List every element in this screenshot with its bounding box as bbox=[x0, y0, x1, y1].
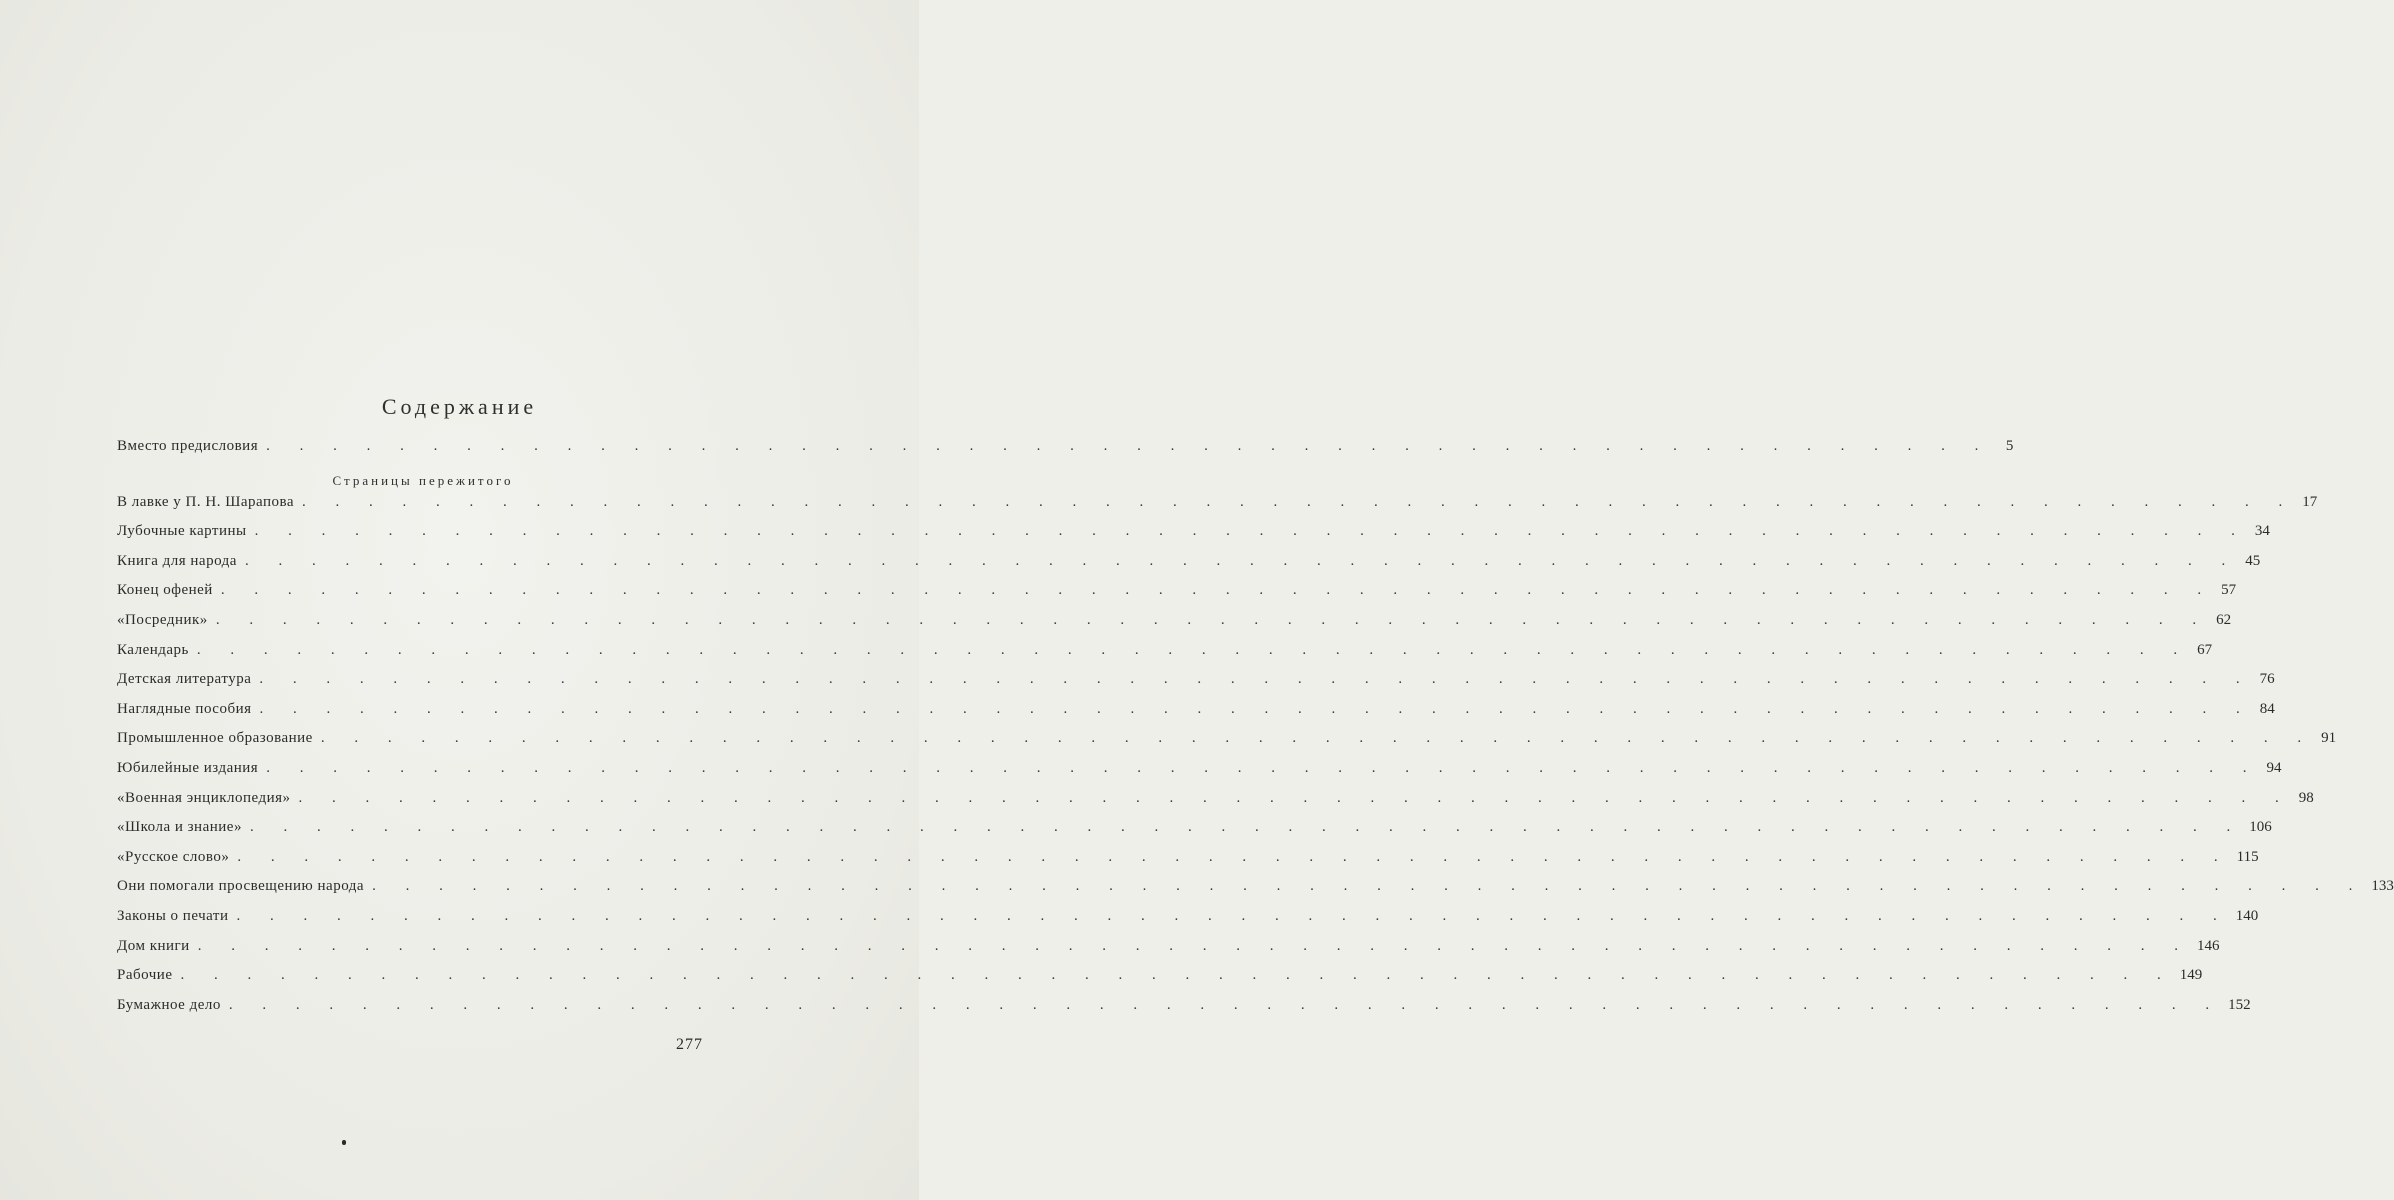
dot-leader: . . . . . . . . . . . . . . . . . . . . . . . . . . . . . . . . . . . . . . . . . . . . . . . . . . . . . . . . . . . . bbox=[196, 641, 2191, 658]
toc-entry bbox=[117, 582, 2237, 612]
toc-entry-page: 45 bbox=[2245, 552, 2261, 569]
section-entries bbox=[117, 493, 2394, 1027]
toc-entry-page: 146 bbox=[2196, 937, 2220, 954]
toc-entry-page: 115 bbox=[2236, 848, 2259, 865]
toc-entry-page: 149 bbox=[2179, 967, 2203, 984]
toc-entry-label: Лубочные картины bbox=[117, 523, 247, 540]
toc-entry bbox=[117, 438, 2014, 468]
toc-entry bbox=[117, 641, 2213, 672]
toc-entry-page: 94 bbox=[2266, 759, 2282, 776]
toc-entry bbox=[117, 848, 2259, 879]
toc-entry bbox=[117, 700, 2275, 731]
toc-entry-page: 133 bbox=[2371, 878, 2394, 895]
dot-leader: . . . . . . . . . . . . . . . . . . . . . . . . . . . . . . . . . . . . . . . . . . . . . . . . . . . . . . . . . . . . bbox=[266, 759, 2260, 776]
toc-entry-page: 106 bbox=[2249, 819, 2272, 836]
toc-entry bbox=[117, 967, 2203, 997]
dot-leader: . . . . . . . . . . . . . . . . . . . . . . . . . . . . . . . . . . . . . . . . . . . . . . . . . . . . . . . . . . . . bbox=[249, 819, 2244, 836]
toc-entry-label: Законы о печати bbox=[117, 907, 229, 924]
toc-entry bbox=[117, 671, 2275, 701]
toc-entry-label: Детская литература bbox=[117, 671, 252, 688]
toc-entry-label: Наглядные пособия bbox=[117, 700, 252, 717]
toc-entry-label: Юбилейные издания bbox=[117, 759, 259, 776]
toc-entry-page: 76 bbox=[2259, 671, 2275, 688]
toc-entry-label: Дом книги bbox=[117, 937, 190, 954]
dot-leader: . . . . . . . . . . . . . . . . . . . . . . . . . . . . . . . . . . . . . . . . . . . . . . . . . . . . . . . . . . . . bbox=[236, 907, 2230, 924]
toc-entry-page: 62 bbox=[2216, 611, 2232, 628]
toc-entry bbox=[117, 819, 2272, 849]
toc-entry bbox=[117, 759, 2282, 790]
toc-entry-label: Конец офеней bbox=[117, 582, 213, 599]
dot-leader: . . . . . . . . . . . . . . . . . . . . . . . . . . . . . . . . . . . . . . . . . . . . . . . . . . . . . . . . . . . . bbox=[197, 937, 2191, 954]
toc-entry-page: 140 bbox=[2235, 907, 2259, 924]
dot-leader: . . . . . . . . . . . . . . . . . . . . . . . . . . . . . . . . . . . . . . . . . . . . . . . . . . . . . . . . . . . . bbox=[215, 611, 2210, 628]
toc-entry bbox=[117, 493, 2318, 524]
dot-leader: . . . . . . . . . . . . . . . . . . . . . . . . . . . . . . . . . . . . . . . . . . . . . . . . . . . . . . . . . . . . bbox=[298, 789, 2292, 806]
toc-entry-label: Промышленное образование bbox=[117, 730, 313, 747]
toc-entry bbox=[117, 611, 2232, 642]
dot-leader: . . . . . . . . . . . . . . . . . . . . . . . . . . . . . . . . . . . . . . . . . . . . . . . . . . . . . . . . . . . . bbox=[302, 493, 2296, 510]
page-number: 277 bbox=[676, 1036, 703, 1053]
toc-entry-label: Рабочие bbox=[117, 967, 173, 984]
toc-entry bbox=[117, 523, 2270, 553]
dot-leader: . . . . . . . . . . . . . . . . . . . . . . . . . . . . . . . . . . . . . . . . . . . . . . . . . . . . . . . . . . . . bbox=[220, 582, 2215, 599]
dot-leader: . . . . . . . . . . . . . . . . . . . . . . . . . . . . . . . . . . . . . . . . . . . . . . . . . . . . . . . . . . . . bbox=[228, 996, 2223, 1013]
toc-entry-page: 57 bbox=[2221, 582, 2237, 599]
dot-leader: . . . . . . . . . . . . . . . . . . . . . . . . . . . . . . . . . . . . . . . . . . . . . . . . . . . . . . . . . . . . bbox=[254, 523, 2248, 540]
toc-entry-page: 34 bbox=[2254, 523, 2270, 540]
toc-entry-page: 84 bbox=[2259, 700, 2275, 717]
toc-entry-label: Вместо предисловия bbox=[117, 438, 259, 454]
toc-entry-label: Книга для народа bbox=[117, 552, 237, 569]
page-title: Содержание bbox=[381, 394, 538, 419]
toc-entry-page: 67 bbox=[2197, 641, 2213, 658]
dot-leader: . . . . . . . . . . . . . . . . . . . . . . . . . . . . . . . . . . . . . . . . . . . . . . . . . . . . . . . . . . . . bbox=[180, 967, 2174, 984]
section-heading: Страницы пережитого bbox=[332, 472, 514, 488]
toc-entry bbox=[117, 907, 2259, 938]
toc-entry-label: «Военная энциклопедия» bbox=[117, 789, 291, 806]
dot-leader: . . . . . . . . . . . . . . . . . . . . . . . . . . . . . . . . . . . . . . . . . . . . . . . . . . . . . . . . . . . . bbox=[259, 671, 2253, 688]
dot-leader: . . . . . . . . . . . . . . . . . . . . . . . . . . . . . . . . . . . . . . . . . . . . . . . . . . . . . . . . . . . . bbox=[320, 730, 2315, 747]
toc-entry bbox=[117, 789, 2314, 820]
dot-leader: . . . . . . . . . . . . . . . . . . . . . . . . . . . . . . . . . . . . . . . . . . . . . . . . . . . . . . . . . . . . bbox=[244, 552, 2239, 569]
dot-leader: . . . . . . . . . . . . . . . . . . . . . . . . . . . . . . . . . . . . . . . . . . . . . . . . . . . . . . . . . . . . bbox=[372, 878, 2366, 895]
toc-entry-page: 91 bbox=[2321, 730, 2337, 747]
toc-entry-label: «Русское слово» bbox=[117, 848, 230, 865]
toc-entry-label: В лавке у П. Н. Шарапова bbox=[117, 493, 295, 510]
table-of-contents bbox=[117, 438, 2394, 1026]
toc-entry bbox=[117, 996, 2251, 1027]
toc-entry bbox=[117, 937, 2220, 968]
toc-entry-page: 5 bbox=[2005, 438, 2014, 454]
toc-entry-page: 152 bbox=[2228, 996, 2251, 1013]
toc-entry bbox=[117, 878, 2394, 908]
toc-entry-label: «Школа и знание» bbox=[117, 819, 242, 836]
dot-leader: . . . . . . . . . . . . . . . . . . . . . . . . . . . . . . . . . . . . . . . . . . . . . . . . . . . . . . . . . . . . bbox=[237, 848, 2231, 865]
toc-entry-page: 17 bbox=[2302, 493, 2318, 510]
dot-leader: . . . . . . . . . . . . . . . . . . . . . . . . . . . . . . . . . . . . . . . . . . . . . . . . . . . . . . . . . . . . bbox=[259, 700, 2253, 717]
ink-speck bbox=[342, 1140, 346, 1145]
toc-entry-label: «Посредник» bbox=[117, 611, 208, 628]
toc-entry-label: Календарь bbox=[117, 641, 189, 658]
toc-entry-label: Они помогали просвещению народа bbox=[117, 878, 365, 895]
toc-entry bbox=[117, 552, 2261, 583]
toc-entry-page: 98 bbox=[2298, 789, 2314, 806]
dot-leader: . . . . . . . . . . . . . . . . . . . . . . . . . . . . . . . . . . . . . . . . . . . . . . . . . . . . bbox=[266, 438, 1992, 454]
toc-entry-label: Бумажное дело bbox=[117, 996, 221, 1013]
toc-entry bbox=[117, 730, 2337, 760]
